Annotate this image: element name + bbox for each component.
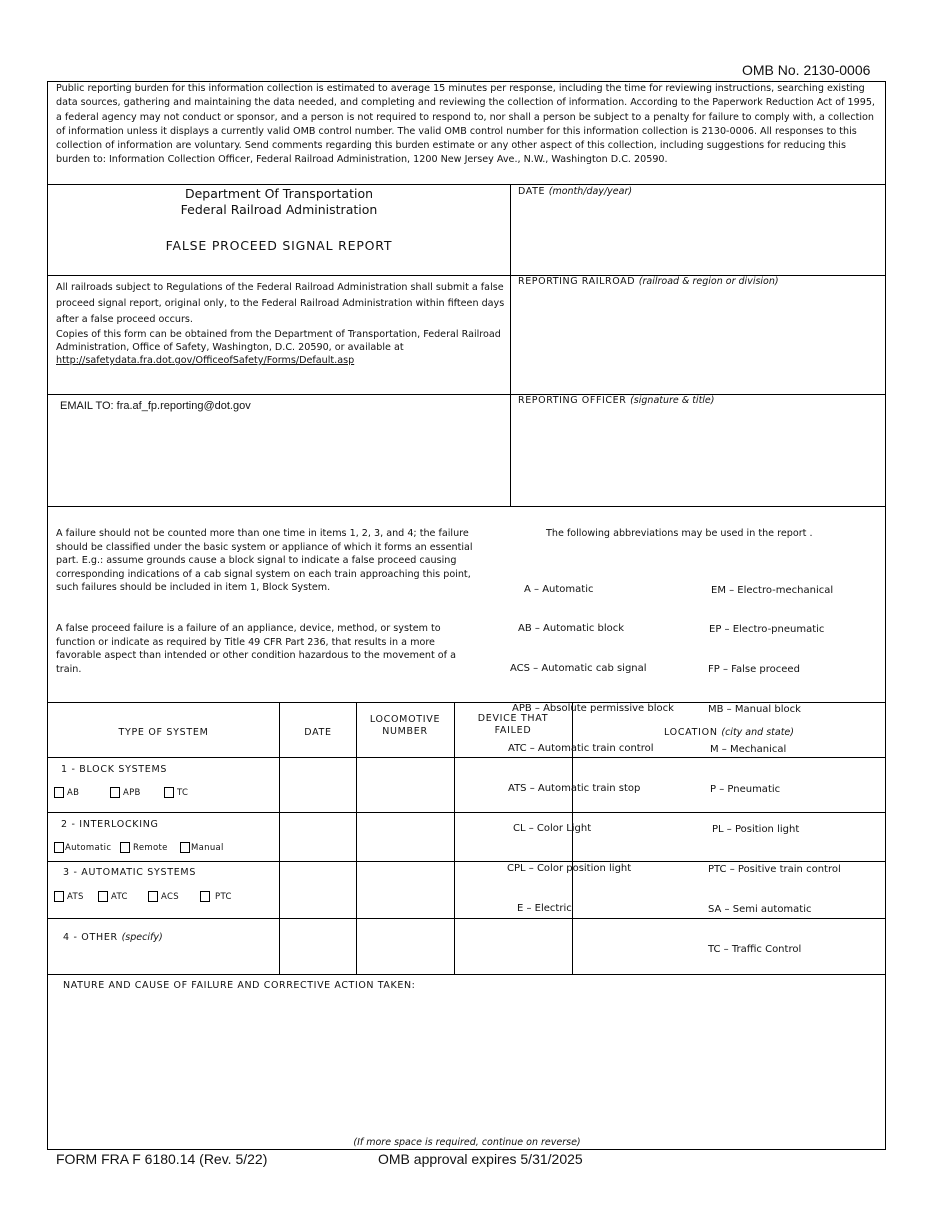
abbreviation-item: CL – Color Light bbox=[513, 822, 592, 834]
date-input-area[interactable] bbox=[511, 200, 885, 274]
cell-device-other[interactable] bbox=[455, 919, 572, 974]
officer-field-label: REPORTING OFFICER (signature & title) bbox=[518, 395, 715, 406]
railroad-field-label: REPORTING RAILROAD (railroad & region or division) bbox=[518, 276, 779, 287]
burden-statement: Public reporting burden for this information collection is estimated to average 15 minutes per response, including the time for reviewing instructions, searching existing data sources, gathering and maintaining the data needed, and completing and reviewing the collection of information. According to the Paperwork Reduction Act of 1995, a federal agency may not conduct or sponsor, and a person is not required to respond to, nor shall a person be subject to a penalty for failure to comply with, a collection of information unless it displays a currently valid OMB control number. The valid OMB control number for this information collection is 2130-0006. All responses to this collection of information are voluntary. Send comments regarding this burden estimate or any other aspect of this collection, including suggestions for reducing this burden to: Information Collection Officer, Federal Railroad Administration, 1200 New Jersey Ave., N.W., Washington D.C. 20590. bbox=[56, 83, 875, 166]
officer-input-area[interactable] bbox=[511, 409, 885, 505]
abbreviation-item: ATS – Automatic train stop bbox=[508, 783, 641, 795]
checkbox-apb[interactable] bbox=[110, 787, 120, 798]
checkbox-acs[interactable] bbox=[148, 891, 158, 902]
abbreviation-item: EM – Electro-mechanical bbox=[711, 584, 834, 596]
forms-link[interactable]: http://safetydata.fra.dot.gov/OfficeofSafety/Forms/Default.asp bbox=[56, 355, 355, 366]
cell-date-interlocking[interactable] bbox=[280, 813, 356, 861]
cell-date-automatic[interactable] bbox=[280, 862, 356, 918]
submission-instructions: All railroads subject to Regulations of the Federal Railroad Administration shall submit a false proceed signal report, original only, to the Federal Railroad Administration within fifteen days after a false proceed occurs. bbox=[56, 282, 505, 325]
checkbox-ab[interactable] bbox=[54, 787, 64, 798]
header-type-of-system: TYPE OF SYSTEM bbox=[118, 727, 209, 738]
abbreviations-title: The following abbreviations may be used in the report . bbox=[546, 528, 813, 539]
definition-note: A false proceed failure is a failure of an appliance, device, method, or system to function or indicate as required by Title 49 CFR Part 236, that results in a more favorable aspect than intended or other condition hazardous to the movement of a train. bbox=[56, 623, 456, 675]
automatic-systems-options: ATS ATC ACS PTC bbox=[54, 891, 232, 902]
row-label-block-systems: 1 - BLOCK SYSTEMS bbox=[61, 764, 168, 775]
header-date: DATE bbox=[304, 727, 332, 738]
abbreviation-item: EP – Electro-pneumatic bbox=[709, 624, 825, 636]
cell-date-other[interactable] bbox=[280, 919, 356, 974]
cell-location-block[interactable] bbox=[573, 758, 885, 812]
row-label-interlocking: 2 - INTERLOCKING bbox=[61, 819, 159, 830]
abbreviation-item: ATC – Automatic train control bbox=[508, 743, 654, 755]
checkbox-ats[interactable] bbox=[54, 891, 64, 902]
abbreviation-item: CPL – Color position light bbox=[507, 862, 632, 874]
form-title: FALSE PROCEED SIGNAL REPORT bbox=[165, 238, 393, 253]
checkbox-atc[interactable] bbox=[98, 891, 108, 902]
divider bbox=[47, 974, 886, 975]
cell-loco-interlocking[interactable] bbox=[357, 813, 454, 861]
divider bbox=[47, 506, 886, 507]
abbreviation-item: SA – Semi automatic bbox=[708, 903, 812, 915]
row-label-automatic-systems: 3 - AUTOMATIC SYSTEMS bbox=[63, 867, 197, 878]
cell-device-interlocking[interactable] bbox=[455, 813, 572, 861]
department-name: Department Of Transportation bbox=[184, 186, 374, 201]
continue-note: (If more space is required, continue on reverse) bbox=[353, 1137, 581, 1148]
nature-cause-input-area[interactable] bbox=[48, 995, 885, 1135]
abbreviation-item: APB – Absolute permissive block bbox=[512, 703, 674, 715]
divider bbox=[47, 184, 886, 185]
checkbox-remote[interactable] bbox=[120, 842, 130, 853]
form-number: FORM FRA F 6180.14 (Rev. 5/22) bbox=[56, 1151, 268, 1167]
administration-name: Federal Railroad Administration bbox=[180, 202, 378, 217]
header-device-that-failed: DEVICE THAT FAILED bbox=[477, 713, 549, 736]
abbreviation-item: P – Pneumatic bbox=[710, 784, 781, 796]
block-systems-options: AB APB TC bbox=[54, 787, 188, 798]
abbreviation-item: TC – Traffic Control bbox=[708, 943, 802, 955]
cell-location-other[interactable] bbox=[573, 919, 885, 974]
abbreviation-item: PTC – Positive train control bbox=[708, 863, 841, 875]
abbreviation-item: AB – Automatic block bbox=[518, 623, 625, 635]
nature-cause-label: NATURE AND CAUSE OF FAILURE AND CORRECTIVE ACTION TAKEN: bbox=[63, 980, 416, 991]
cell-loco-block[interactable] bbox=[357, 758, 454, 812]
email-instruction: EMAIL TO: fra.af_fp.reporting@dot.gov bbox=[60, 400, 251, 412]
copies-instructions: Copies of this form can be obtained from the Department of Transportation, Federal Railroad Administration, Office of Safety, Washington, D.C. 20590, or available at http://safetydata.fra.dot.gov/OfficeofSafety/Forms/Default.asp bbox=[56, 329, 501, 366]
checkbox-manual[interactable] bbox=[180, 842, 190, 853]
date-field-label: DATE (month/day/year) bbox=[518, 186, 633, 197]
abbreviation-item: ACS – Automatic cab signal bbox=[510, 663, 647, 675]
cell-device-automatic[interactable] bbox=[455, 862, 572, 918]
abbreviation-item: M – Mechanical bbox=[710, 744, 787, 756]
abbreviation-item: FP – False proceed bbox=[708, 664, 800, 676]
cell-loco-automatic[interactable] bbox=[357, 862, 454, 918]
cell-loco-other[interactable] bbox=[357, 919, 454, 974]
checkbox-automatic[interactable] bbox=[54, 842, 64, 853]
omb-approval-expiry: OMB approval expires 5/31/2025 bbox=[378, 1151, 583, 1167]
abbreviation-item: A – Automatic bbox=[524, 583, 594, 595]
counting-note: A failure should not be counted more than one time in items 1, 2, 3, and 4; the failure should be classified under the basic system or appliance of which it forms an essential part. E.g.: assume grounds cause a block signal to indicate a false proceed causing corresponding indications of a cab signal system on each train approaching this point, such failures should be included in item 1, Block System. bbox=[56, 528, 473, 593]
cell-location-interlocking[interactable] bbox=[573, 813, 885, 861]
railroad-input-area[interactable] bbox=[511, 290, 885, 393]
omb-number: OMB No. 2130-0006 bbox=[742, 62, 871, 78]
header-locomotive-number: LOCOMOTIVE NUMBER bbox=[369, 714, 441, 737]
abbreviation-item: MB – Manual block bbox=[708, 704, 801, 716]
cell-date-block[interactable] bbox=[280, 758, 356, 812]
abbreviation-item: E – Electric bbox=[517, 902, 572, 914]
cell-device-block[interactable] bbox=[455, 758, 572, 812]
divider bbox=[47, 394, 886, 395]
header-location: LOCATION (city and state) bbox=[664, 727, 794, 738]
cell-location-automatic[interactable] bbox=[573, 862, 885, 918]
abbreviation-item: PL – Position light bbox=[712, 823, 800, 835]
checkbox-ptc[interactable] bbox=[200, 891, 210, 902]
interlocking-options: Automatic Remote Manual bbox=[54, 842, 224, 853]
checkbox-tc[interactable] bbox=[164, 787, 174, 798]
row-label-other: 4 - OTHER (specify) bbox=[63, 932, 163, 943]
